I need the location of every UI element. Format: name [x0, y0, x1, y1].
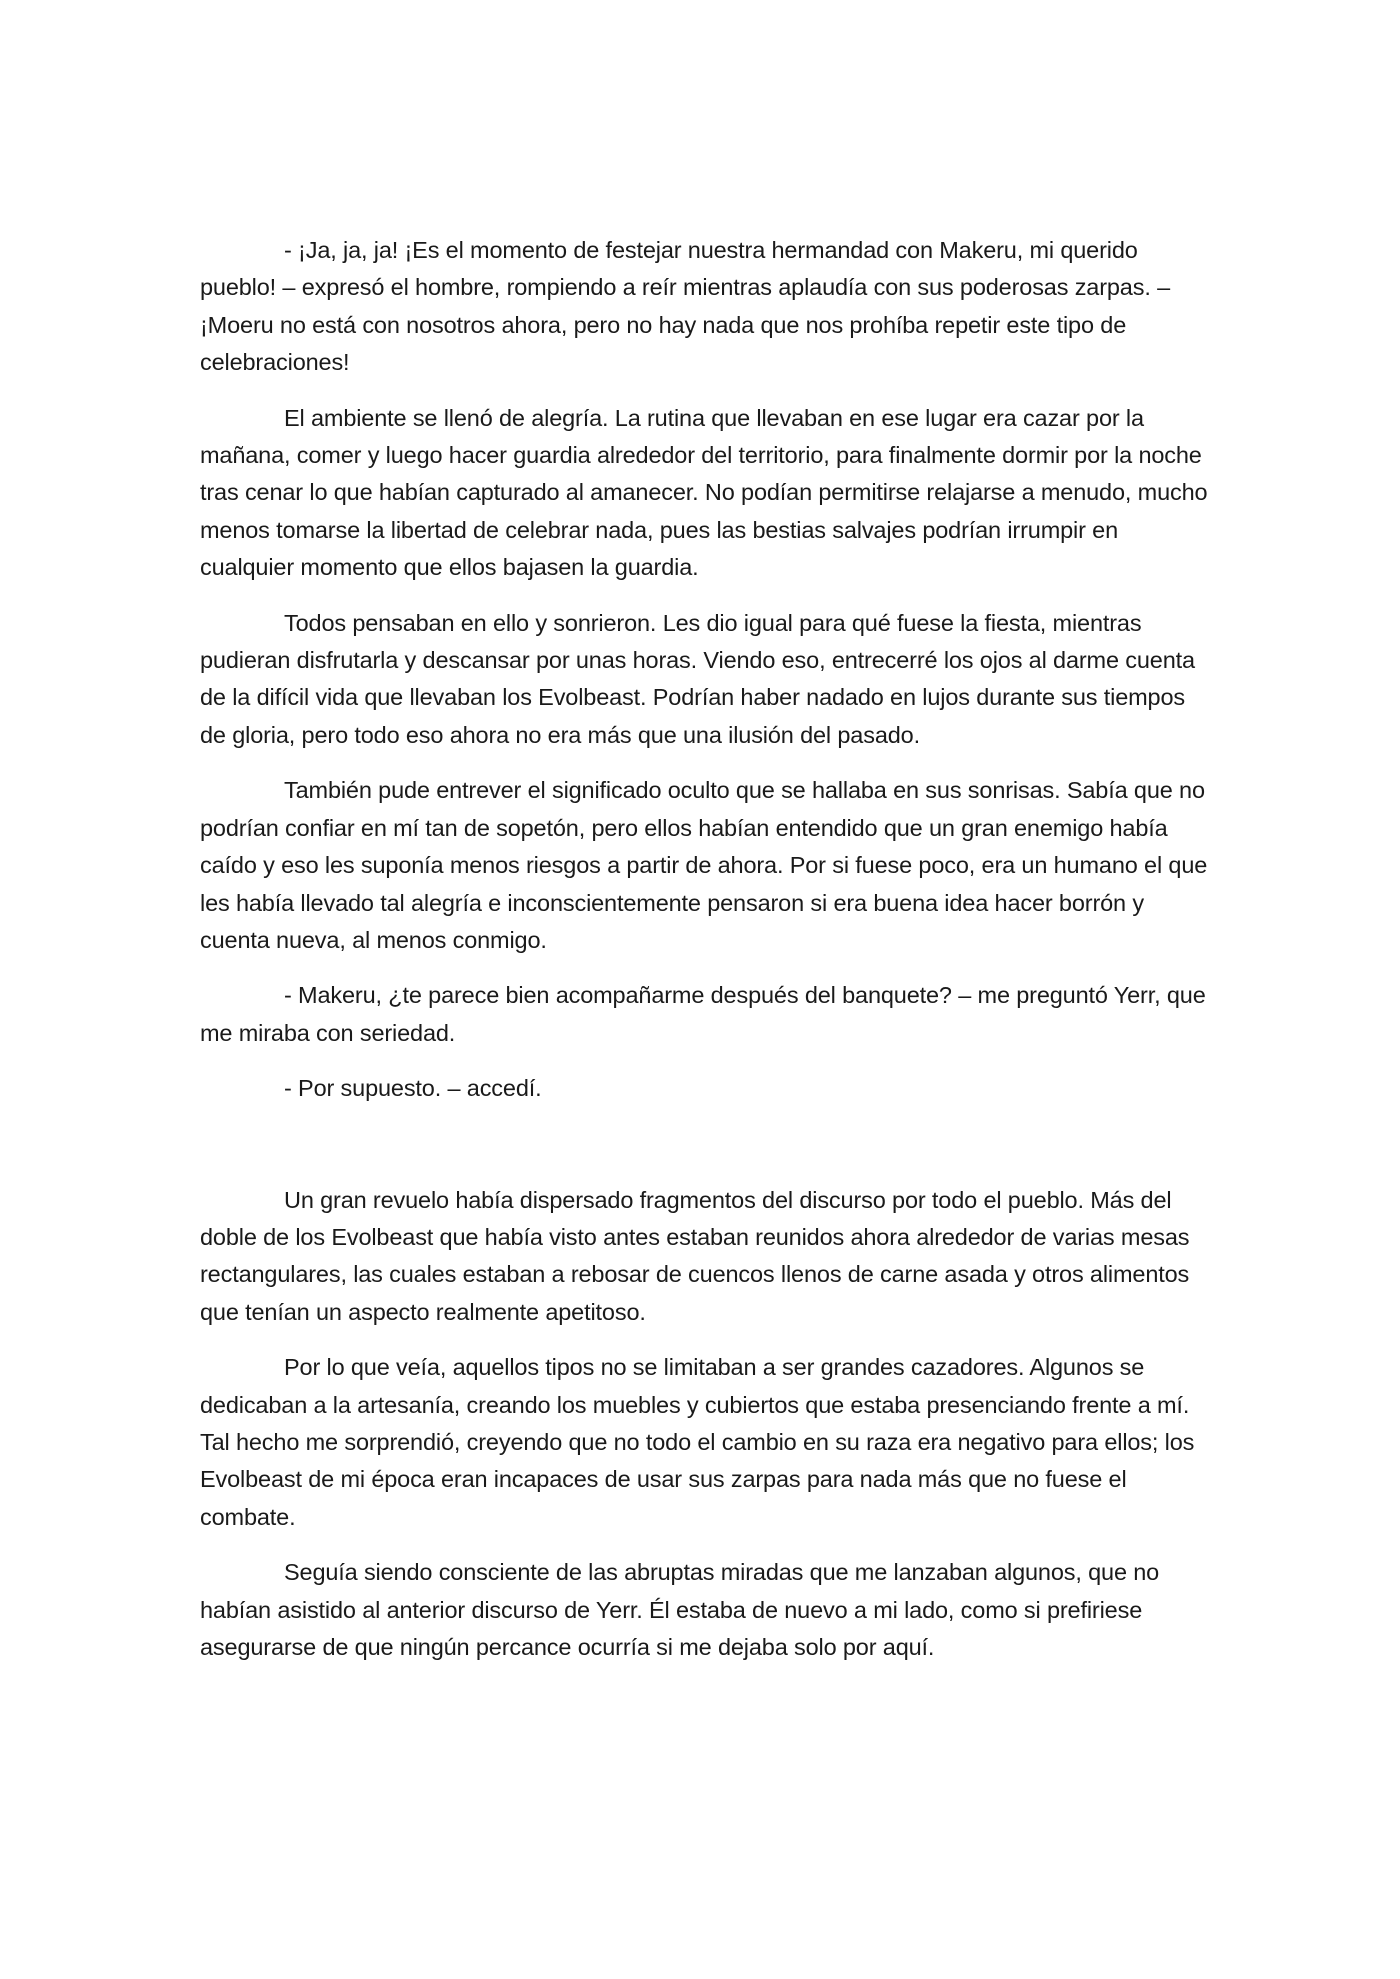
paragraph: - Makeru, ¿te parece bien acompañarme después del banquete? – me preguntó Yerr, que me miraba con seriedad.: [200, 982, 1206, 1046]
paragraph: - Por supuesto. – accedí.: [284, 1075, 542, 1102]
paragraph: Todos pensaban en ello y sonrieron. Les dio igual para qué fuese la fiesta, mientras pudieran disfrutarla y descansar por unas horas. Viendo eso, entrecerré los ojos al darme cuenta de la difícil vida que llevaban los Evolbeast. Podrían haber nadado en lujos durante sus tiempos de gloria, pero todo eso ahora no era más que una ilusión del pasado.: [200, 609, 1195, 748]
document-body: [200, 232, 1210, 1684]
paragraph: Seguía siendo consciente de las abruptas miradas que me lanzaban algunos, que no habían asistido al anterior discurso de Yerr. Él estaba de nuevo a mi lado, como si prefiriese asegurarse de que ningún percance ocurría si me dejaba solo por aquí.: [200, 1559, 1160, 1660]
paragraph: También pude entrever el significado oculto que se hallaba en sus sonrisas. Sabía que no podrían confiar en mí tan de sopetón, pero ellos habían entendido que un gran enemigo había caído y eso les suponía menos riesgos a partir de ahora. Por si fuese poco, era un humano el que les había llevado tal alegría e inconscientemente pensaron si era buena idea hacer borrón y cuenta nueva, al menos conmigo.: [200, 777, 1208, 953]
paragraph: Por lo que veía, aquellos tipos no se limitaban a ser grandes cazadores. Algunos se dedicaban a la artesanía, creando los muebles y cubiertos que estaba presenciando frente a mí. Tal hecho me sorprendió, creyendo que no todo el cambio en su raza era negativo para ellos; los Evolbeast de mi época eran incapaces de usar sus zarpas para nada más que no fuese el combate.: [200, 1354, 1195, 1530]
paragraph: - ¡Ja, ja, ja! ¡Es el momento de festejar nuestra hermandad con Makeru, mi querido pueblo! – expresó el hombre, rompiendo a reír mientras aplaudía con sus poderosas zarpas. – ¡Moeru no está con nosotros ahora, pero no hay nada que nos prohíba repetir este tipo de celebraciones!: [200, 237, 1170, 376]
paragraph: El ambiente se llenó de alegría. La rutina que llevaban en ese lugar era cazar por la mañana, comer y luego hacer guardia alrededor del territorio, para finalmente dormir por la noche tras cenar lo que habían capturado al amanecer. No podían permitirse relajarse a menudo, mucho menos tomarse la libertad de celebrar nada, pues las bestias salvajes podrían irrumpir en cualquier momento que ellos bajasen la guardia.: [200, 404, 1208, 581]
paragraph: Un gran revuelo había dispersado fragmentos del discurso por todo el pueblo. Más del doble de los Evolbeast que había visto antes estaban reunidos ahora alrededor de varias mesas rectangulares, las cuales estaban a rebosar de cuencos llenos de carne asada y otros alimentos que tenían un aspecto realmente apetitoso.: [200, 1186, 1190, 1325]
